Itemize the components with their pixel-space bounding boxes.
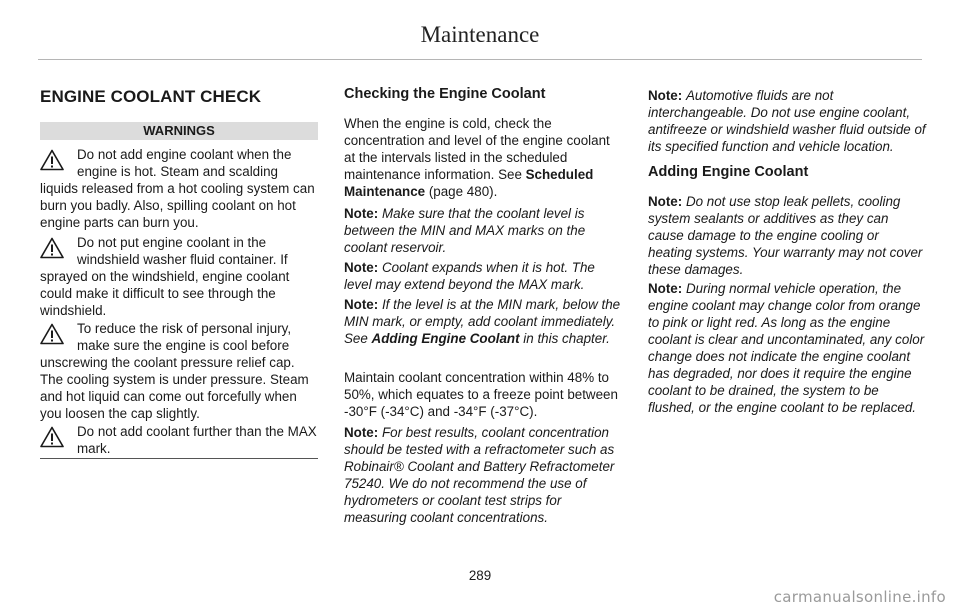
page-reference: (page 480). xyxy=(425,184,498,199)
note-label: Note: xyxy=(344,260,379,275)
watermark: carmanualsonline.info xyxy=(773,588,946,606)
note xyxy=(648,87,926,155)
warning-triangle-icon xyxy=(40,149,64,171)
note-text: Automotive fluids are not interchangeable. Do not use engine coolant, antifreeze or windshield washer fluid outside of its specified function and vehicle location. xyxy=(648,88,926,154)
warning-triangle-icon xyxy=(40,237,64,259)
title-divider xyxy=(38,59,922,60)
warning-text: sprayed on the windshield, engine coolant could make it difficult to see through the windshield. xyxy=(40,269,290,318)
note xyxy=(344,205,622,256)
warning-text-lead: Do not add engine coolant when the engine is hot. Steam and scalding xyxy=(77,147,292,179)
paragraph-text: When the engine is cold, check the concentration and level of the engine coolant at the intervals listed in the scheduled maintenance information. See xyxy=(344,116,610,182)
page-number: 289 xyxy=(468,568,492,583)
note xyxy=(344,424,622,526)
note-text: Coolant expands when it is hot. The level may extend beyond the MAX mark. xyxy=(344,260,595,292)
note-text: Do not use stop leak pellets, cooling system sealants or additives as they can cause damage to the engine cooling or heating systems. Your warranty may not cover these damages. xyxy=(648,194,923,277)
note xyxy=(648,280,926,416)
paragraph xyxy=(344,115,622,200)
warning-text: liquids released from a hot cooling system can burn you badly. Also, spilling coolant on hot engine parts can burn you. xyxy=(40,181,315,230)
section-heading: ENGINE COOLANT CHECK xyxy=(40,87,262,106)
paragraph-text: Maintain coolant concentration within 48% to 50%, which equates to a freeze point between -30°F (-34°C) and -34°F (-37°C). xyxy=(344,370,618,419)
warnings-banner: WARNINGS xyxy=(40,122,318,140)
warning-text-lead: Do not put engine coolant in the windshield washer fluid container. If xyxy=(77,235,288,267)
note-text: in this chapter. xyxy=(519,331,610,346)
warning-text-lead: Do not add coolant further than the MAX mark. xyxy=(77,424,317,456)
page-title: Maintenance xyxy=(420,22,540,47)
note xyxy=(344,259,622,293)
warning-triangle-icon xyxy=(40,323,64,345)
note-text: Make sure that the coolant level is between the MIN and MAX marks on the coolant reservoir. xyxy=(344,206,586,255)
note-text: If the level is at the MIN mark, below the MIN mark, or empty, add coolant immediately. See xyxy=(344,297,621,346)
paragraph xyxy=(344,369,622,420)
warning-3 xyxy=(40,320,318,422)
warnings-end-divider xyxy=(40,458,318,459)
warning-2 xyxy=(40,234,318,319)
subsection-heading: Adding Engine Coolant xyxy=(648,164,809,180)
warning-text-lead: To reduce the risk of personal injury, make sure the engine is cool before xyxy=(77,321,292,353)
note-text: For best results, coolant concentration should be tested with a refractometer such as Robinair® Coolant and Battery Refractometer 75240. We do not recommend the use of hydrometers or coolant test strips for measuring coolant concentrations. xyxy=(344,425,615,525)
cross-reference-link[interactable]: Adding Engine Coolant xyxy=(371,331,520,346)
warning-1 xyxy=(40,146,318,231)
note xyxy=(648,193,926,278)
cross-reference-link[interactable]: Scheduled Maintenance xyxy=(344,167,594,199)
note-label: Note: xyxy=(344,425,379,440)
note-label: Note: xyxy=(648,194,683,209)
note-label: Note: xyxy=(648,88,683,103)
subsection-heading: Checking the Engine Coolant xyxy=(344,86,546,102)
warning-4 xyxy=(40,423,318,457)
warning-triangle-icon xyxy=(40,426,64,448)
note-text: During normal vehicle operation, the engine coolant may change color from orange to pink or light red. As long as the engine coolant is clear and uncontaminated, any color change does not indicate the engine coolant has degraded, nor does it require the engine coolant to be drained, the system to be flushed, or the engine coolant to be replaced. xyxy=(648,281,925,415)
note-label: Note: xyxy=(648,281,683,296)
note xyxy=(344,296,622,347)
note-label: Note: xyxy=(344,297,379,312)
warning-text: unscrewing the coolant pressure relief cap. The cooling system is under pressure. Steam and hot liquid can come out forcefully when you loosen the cap slightly. xyxy=(40,355,309,421)
note-label: Note: xyxy=(344,206,379,221)
